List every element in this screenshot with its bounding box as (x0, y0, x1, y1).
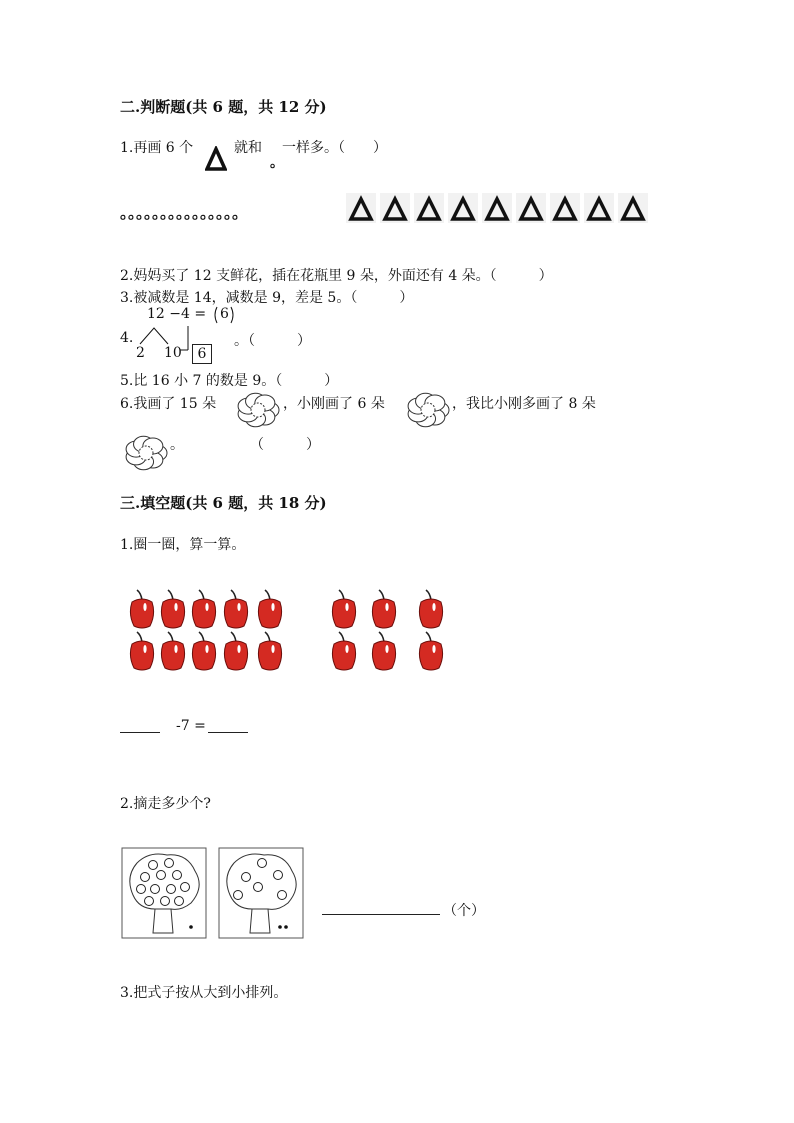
triangle-icon (380, 193, 410, 223)
s3-q2-text: 2.摘走多少个? (120, 796, 211, 812)
pepper-icon (370, 630, 398, 672)
pepper-icon (330, 588, 358, 630)
q2-text: 2.妈妈买了 12 支鲜花，插在花瓶里 9 朵，外面还有 4 朵。（ ） (120, 268, 553, 284)
flower-icon (403, 388, 453, 430)
q1-text-a: 1.再画 6 个 (120, 140, 194, 156)
q1-text-c: 一样多。（ ） (282, 140, 387, 156)
s3-q2-unit: （个） (443, 903, 485, 919)
q6-text-a: 6.我画了 15 朵 (120, 396, 217, 412)
q4-result: 6 (220, 306, 229, 322)
q6-paren: （ ） (250, 437, 320, 453)
q4-split-left: 2 (136, 345, 145, 361)
s3-q1-eq: -7 = (176, 718, 206, 734)
pepper-icon (256, 630, 284, 672)
pepper-icon (128, 588, 156, 630)
triangle-icon (346, 193, 376, 223)
q5-text: 5.比 16 小 7 的数是 9。（ ） (120, 373, 339, 389)
pepper-icon (190, 588, 218, 630)
apple-tree-icon (218, 847, 304, 939)
pepper-icon (190, 630, 218, 672)
triangle-icon (618, 193, 648, 223)
pepper-icon (330, 630, 358, 672)
q6-text-d: 。 (170, 437, 184, 453)
pepper-icon (222, 588, 250, 630)
q3-text: 3.被减数是 14，减数是 9，差是 5。（ ） (120, 290, 414, 306)
pepper-icon (370, 588, 398, 630)
apple-tree-icon (121, 847, 207, 939)
triangle-icon (448, 193, 478, 223)
pepper-icon (159, 588, 187, 630)
q4-tail: 。（ ） (234, 333, 311, 349)
q1-text-b: 就和 (234, 140, 262, 156)
q6-text-c: ，我比小刚多画了 8 朵 (452, 396, 596, 412)
q4-label: 4. (120, 330, 134, 346)
section3-title: 三.填空题(共 6 题，共 18 分) (120, 494, 327, 512)
s3-q1-blank-1[interactable] (120, 732, 160, 733)
triangle-icon (205, 146, 227, 172)
q6-text-b: ，小刚画了 6 朵 (283, 396, 385, 412)
q4-box: 6 (192, 344, 212, 364)
s3-q1-blank-2[interactable] (208, 732, 248, 733)
s3-q2-answer-blank[interactable] (322, 914, 440, 915)
triangle-icon (584, 193, 614, 223)
flower-icon (233, 388, 283, 430)
triangle-icon (550, 193, 580, 223)
triangle-icon (414, 193, 444, 223)
pepper-icon (159, 630, 187, 672)
pepper-icon (128, 630, 156, 672)
flower-icon (121, 431, 171, 473)
s3-q1-text: 1.圈一圈，算一算。 (120, 537, 246, 553)
pepper-icon (222, 630, 250, 672)
section2-title: 二.判断题(共 6 题，共 12 分) (120, 98, 327, 116)
q1-circle: 。 (270, 155, 284, 171)
pepper-icon (256, 588, 284, 630)
q4-expr: 12 −4 = (147, 306, 207, 322)
pepper-icon (417, 630, 445, 672)
q4-split-right: 10 (164, 345, 182, 361)
circles-row: 。。。。。。。。。。。。。。。 (120, 203, 249, 222)
triangle-icon (516, 193, 546, 223)
pepper-icon (417, 588, 445, 630)
triangle-icon (482, 193, 512, 223)
s3-q3-text: 3.把式子按从大到小排列。 (120, 985, 288, 1001)
